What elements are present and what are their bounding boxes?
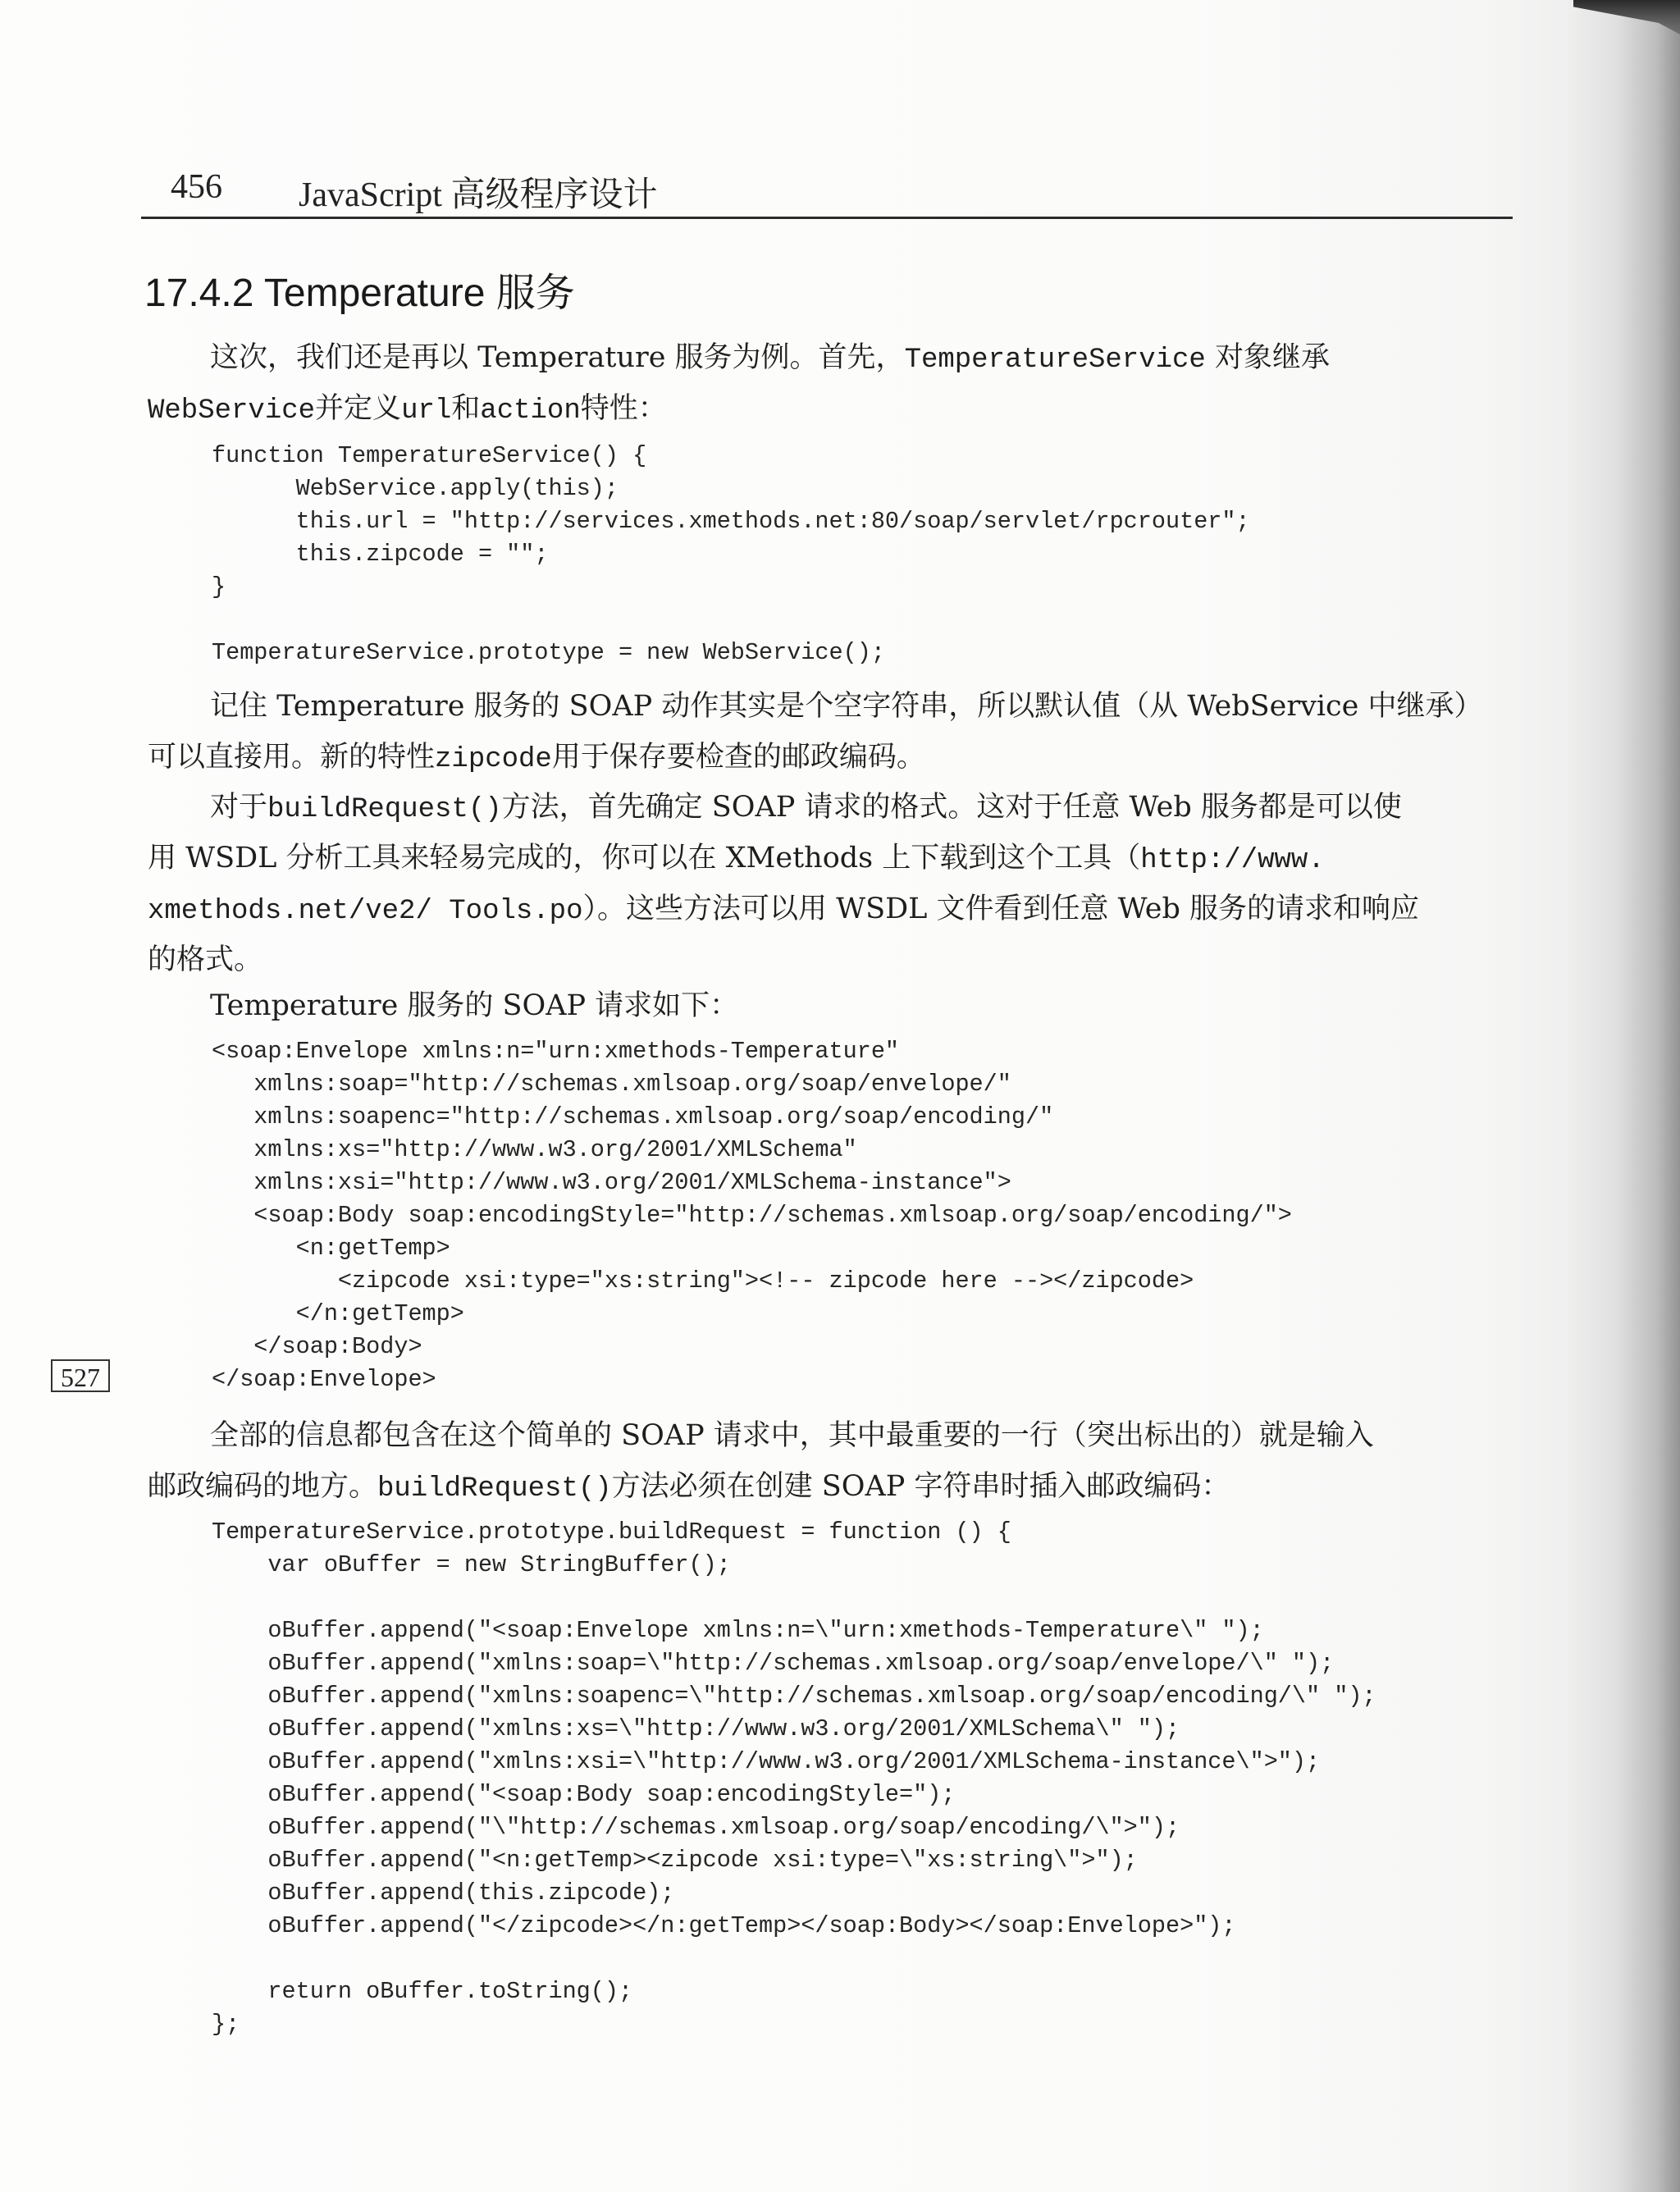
paragraph-line	[148, 884, 1513, 934]
text-run: 特性：	[580, 392, 667, 425]
book-title: JavaScript 高级程序设计	[299, 176, 658, 214]
text-run: 邮政编码的地方。	[148, 1470, 378, 1503]
code-line: oBuffer.append(this.zipcode);	[212, 1879, 675, 1907]
code-line: oBuffer.append("xmlns:xs=\"http://www.w3.org/2001/XMLSchema\" ");	[212, 1715, 1180, 1742]
code-line: xmlns:xsi="http://www.w3.org/2001/XMLSchema-instance">	[212, 1169, 1011, 1196]
page-edge-shadow	[1565, 0, 1680, 2192]
code-line: <soap:Envelope xmlns:n="urn:xmethods-Temperature"	[212, 1038, 900, 1065]
text-run: ）。这些方法可以用 WSDL 文件看到任意 Web 服务的请求和响应	[582, 893, 1419, 925]
section-heading: 17.4.2 Temperature 服务	[144, 272, 575, 315]
code-line	[212, 1582, 1376, 1614]
code-line: var oBuffer = new StringBuffer();	[212, 1551, 731, 1578]
code-line: this.zipcode = "";	[212, 541, 549, 568]
code-line: oBuffer.append("\"http://schemas.xmlsoap.org/soap/encoding/\">");	[212, 1814, 1180, 1841]
inline-code: url	[401, 395, 452, 427]
paragraph-line	[148, 732, 1513, 783]
code-block-constructor	[212, 440, 1250, 669]
code-line: </soap:Envelope>	[212, 1366, 436, 1393]
code-block-soap-xml	[212, 1035, 1292, 1396]
code-line: this.url = "http://services.xmethods.net:80/soap/servlet/rpcrouter";	[212, 508, 1250, 535]
inline-code: http://www.	[1140, 845, 1325, 876]
paragraph-line: 全部的信息都包含在这个简单的 SOAP 请求中，其中最重要的一行（突出标出的）就是输入	[210, 1419, 1374, 1452]
code-line: oBuffer.append("<n:getTemp><zipcode xsi:type=\"xs:string\">");	[212, 1847, 1138, 1874]
code-line: <soap:Body soap:encodingStyle="http://schemas.xmlsoap.org/soap/encoding/">	[212, 1202, 1292, 1229]
paragraph-line	[148, 1461, 1513, 1512]
text-run: 可以直接用。新的特性	[148, 741, 436, 774]
code-line: xmlns:soapenc="http://schemas.xmlsoap.org/soap/encoding/"	[212, 1103, 1054, 1130]
code-line: oBuffer.append("xmlns:soap=\"http://schemas.xmlsoap.org/soap/envelope/\" ");	[212, 1650, 1335, 1677]
inline-code: xmethods.net/ve2/ Tools.po	[148, 896, 583, 927]
code-line	[212, 1943, 1376, 1975]
inline-code: buildRequest()	[377, 1473, 612, 1505]
code-block-build-request	[212, 1516, 1376, 2041]
paragraph-line	[148, 833, 1513, 884]
code-line: };	[212, 2011, 240, 2038]
text-run: 用于保存要检查的邮政编码。	[551, 741, 925, 774]
code-line: WebService.apply(this);	[212, 475, 619, 502]
paragraph-intro	[148, 332, 1513, 434]
code-line: function TemperatureService() {	[212, 442, 647, 469]
inline-code: buildRequest()	[267, 794, 502, 825]
code-line: oBuffer.append("<soap:Body soap:encodingStyle=");	[212, 1781, 956, 1808]
code-line: return oBuffer.toString();	[212, 1978, 633, 2005]
inline-code: action	[480, 395, 581, 427]
text-run: 对于	[210, 791, 268, 824]
paragraph-line	[148, 383, 1513, 434]
code-line: </n:getTemp>	[212, 1300, 464, 1327]
code-line: oBuffer.append("<soap:Envelope xmlns:n=\"urn:xmethods-Temperature\" ");	[212, 1617, 1264, 1644]
code-line: xmlns:soap="http://schemas.xmlsoap.org/soap/envelope/"	[212, 1071, 1011, 1098]
paragraph-build-request	[148, 782, 1513, 985]
text-run: 和	[451, 392, 481, 425]
text-run: 方法必须在创建 SOAP 字符串时插入邮政编码：	[611, 1470, 1230, 1503]
code-line	[212, 604, 1250, 637]
paragraph-line	[148, 782, 1513, 833]
original-page-number: 527	[51, 1359, 110, 1392]
inline-code: WebService	[148, 395, 316, 427]
paragraph-soap-action	[148, 681, 1513, 783]
paragraph-zipcode-insert	[148, 1410, 1513, 1512]
text-run: 用 WSDL 分析工具来轻易完成的，你可以在 XMethods 上下载到这个工具（	[148, 842, 1141, 875]
page-number: 456	[171, 168, 222, 206]
code-line: </soap:Body>	[212, 1333, 422, 1360]
inline-code: TemperatureService	[904, 345, 1206, 376]
paragraph-line: Temperature 服务的 SOAP 请求如下：	[210, 989, 739, 1022]
running-header	[141, 162, 1513, 219]
code-line: oBuffer.append("xmlns:soapenc=\"http://schemas.xmlsoap.org/soap/encoding/\" ");	[212, 1683, 1376, 1710]
paragraph-line: 的格式。	[148, 943, 263, 976]
code-line: oBuffer.append("xmlns:xsi=\"http://www.w3.org/2001/XMLSchema-instance\">");	[212, 1748, 1321, 1775]
code-line: xmlns:xs="http://www.w3.org/2001/XMLSchema"	[212, 1136, 857, 1163]
text-run: 并定义	[315, 392, 402, 425]
code-line: }	[212, 573, 226, 601]
text-run: 方法，首先确定 SOAP 请求的格式。这对于任意 Web 服务都是可以使	[501, 791, 1402, 824]
code-line: TemperatureService.prototype.buildRequest = function () {	[212, 1518, 1011, 1546]
paragraph-line: 记住 Temperature 服务的 SOAP 动作其实是个空字符串，所以默认值（从 WebService 中继承）	[210, 690, 1483, 723]
paragraph-soap-request-label	[148, 980, 1513, 1031]
code-line: <n:getTemp>	[212, 1235, 450, 1262]
paragraph-line	[148, 332, 1513, 383]
inline-code: zipcode	[435, 744, 552, 775]
code-line: <zipcode xsi:type="xs:string"><!-- zipcode here --></zipcode>	[212, 1267, 1194, 1295]
code-line: TemperatureService.prototype = new WebService();	[212, 639, 885, 666]
text-run: 这次，我们还是再以 Temperature 服务为例。首先，	[210, 341, 905, 374]
code-line: oBuffer.append("</zipcode></n:getTemp></soap:Body></soap:Envelope>");	[212, 1912, 1236, 1939]
text-run: 对象继承	[1205, 341, 1330, 374]
